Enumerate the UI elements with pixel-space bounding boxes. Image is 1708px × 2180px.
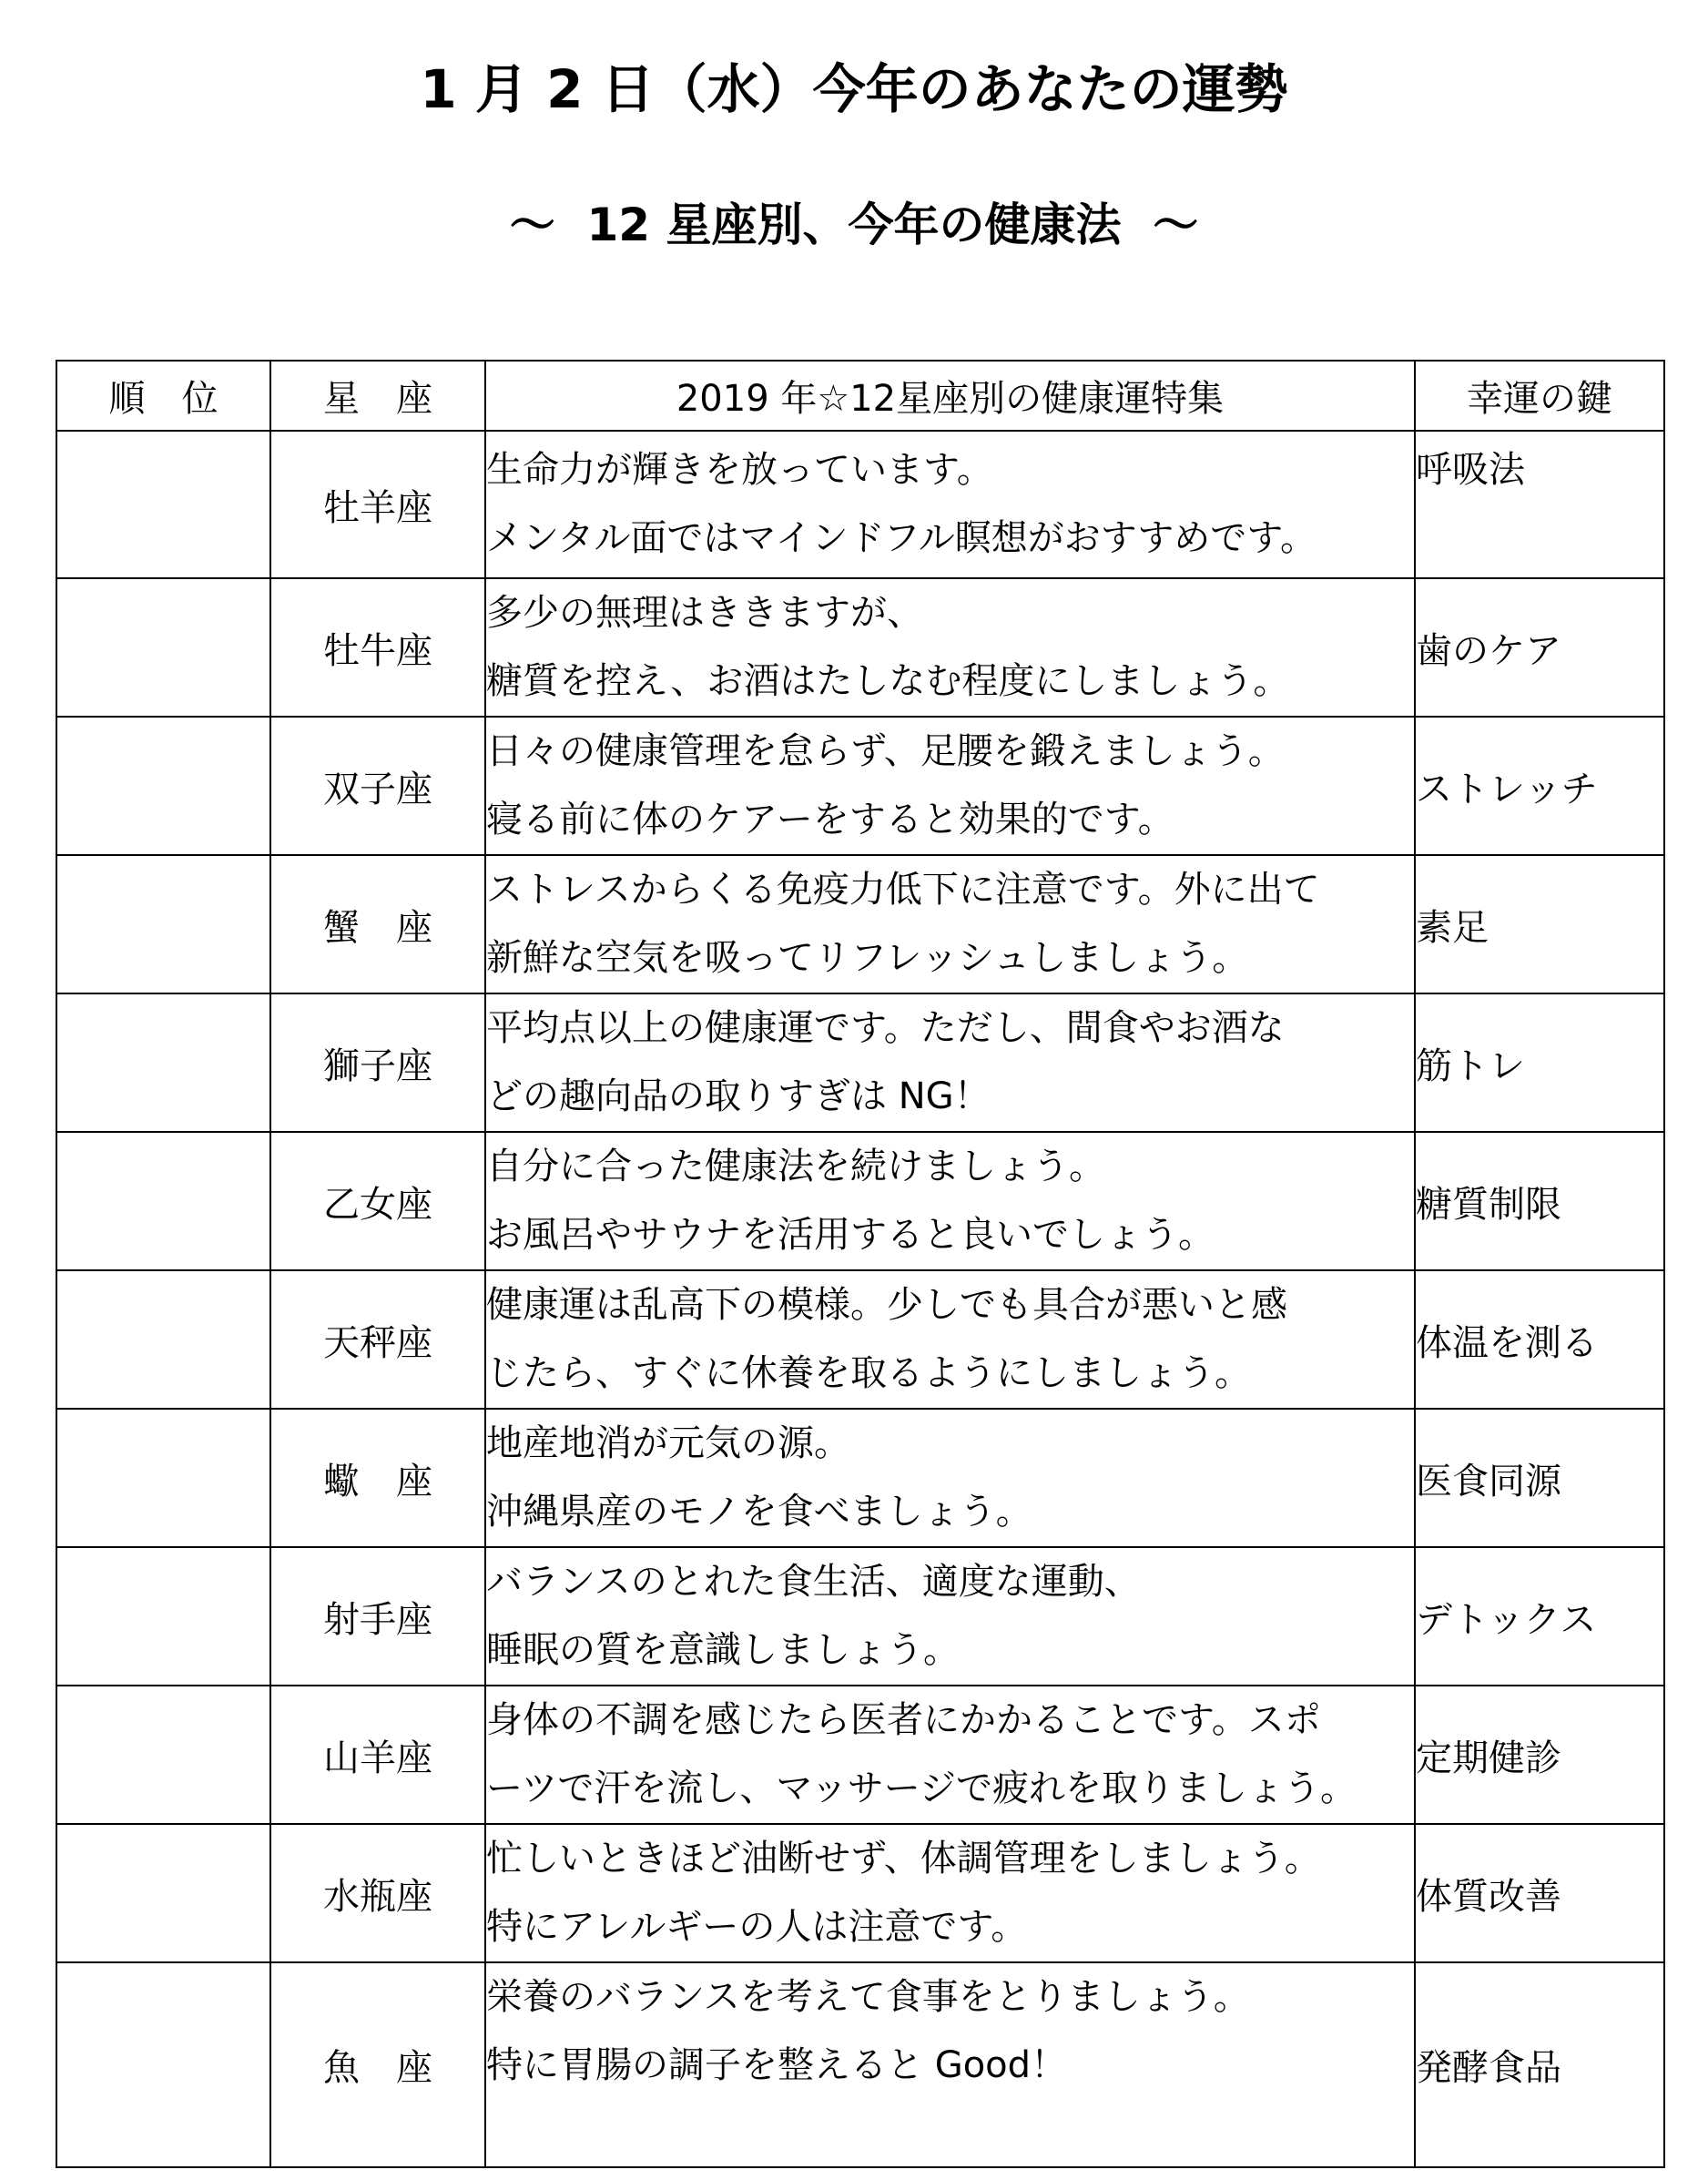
table-row [56, 1686, 1664, 1824]
advice-line: 自分に合った健康法を続けましょう。 [486, 1146, 1105, 1187]
table-row [56, 993, 1664, 1132]
advice-line: じたら、すぐに休養を取るようにしましょう。 [486, 1352, 1251, 1394]
rank-cell [56, 1270, 270, 1409]
advice-line: 生命力が輝きを放っています。 [486, 449, 993, 491]
advice-line: 特に胃腸の調子を整えると Good！ [486, 2044, 1068, 2086]
lucky-key-cell: デトックス [1415, 1547, 1664, 1686]
advice-line: どの趣向品の取りすぎは NG！ [486, 1075, 991, 1117]
zodiac-sign-cell: 射手座 [270, 1547, 485, 1686]
zodiac-sign-cell: 山羊座 [270, 1686, 485, 1824]
table-row [56, 1132, 1664, 1270]
table-row [56, 1270, 1664, 1409]
page-subtitle: ～ 12 星座別、今年の健康法 ～ [509, 199, 1199, 251]
table-header-row [56, 361, 1664, 431]
column-header-health-fortune: 2019 年☆12星座別の健康運特集 [485, 361, 1415, 431]
rank-cell [56, 1547, 270, 1686]
zodiac-sign-cell: 蟹 座 [270, 855, 485, 993]
health-advice-cell [485, 1270, 1415, 1409]
rank-cell [56, 855, 270, 993]
table-row [56, 431, 1664, 578]
health-advice-cell [485, 855, 1415, 993]
zodiac-sign-cell: 天秤座 [270, 1270, 485, 1409]
advice-line: メンタル面ではマインドフル瞑想がおすすめです。 [486, 517, 1317, 559]
rank-cell [56, 993, 270, 1132]
table-row [56, 1962, 1664, 2167]
advice-line: 地産地消が元気の源。 [486, 1422, 850, 1464]
lucky-key-cell: 歯のケア [1415, 578, 1664, 717]
lucky-key-cell: ストレッチ [1415, 717, 1664, 855]
health-advice-cell [485, 1132, 1415, 1270]
lucky-key-cell: 体温を測る [1415, 1270, 1664, 1409]
column-header-lucky-key: 幸運の鍵 [1415, 361, 1664, 431]
health-advice-cell [485, 1409, 1415, 1547]
advice-line: 特にアレルギーの人は注意です。 [486, 1906, 1028, 1948]
rank-cell [56, 717, 270, 855]
advice-line: 平均点以上の健康運です。ただし、間食やお酒な [486, 1007, 1285, 1049]
rank-cell [56, 1686, 270, 1824]
lucky-key-cell: 筋トレ [1415, 993, 1664, 1132]
page-title: 1 月 2 日（水）今年のあなたの運勢 [420, 58, 1288, 120]
lucky-key-cell: 医食同源 [1415, 1409, 1664, 1547]
table-row [56, 1547, 1664, 1686]
zodiac-sign-cell: 乙女座 [270, 1132, 485, 1270]
table-row [56, 717, 1664, 855]
advice-line: 身体の不調を感じたら医者にかかることです。スポ [486, 1699, 1321, 1741]
rank-cell [56, 1962, 270, 2167]
column-header-rank: 順 位 [56, 361, 270, 431]
zodiac-sign-cell: 牡牛座 [270, 578, 485, 717]
zodiac-sign-cell: 水瓶座 [270, 1824, 485, 1962]
lucky-key-cell: 素足 [1415, 855, 1664, 993]
table-row [56, 1824, 1664, 1962]
rank-cell [56, 1409, 270, 1547]
rank-cell [56, 431, 270, 578]
advice-line: 多少の無理はききますが、 [486, 592, 923, 634]
advice-line: ーツで汗を流し、マッサージで疲れを取りましょう。 [486, 1767, 1357, 1809]
table-row [56, 855, 1664, 993]
health-advice-cell [485, 717, 1415, 855]
lucky-key-cell: 発酵食品 [1415, 1962, 1664, 2167]
advice-line: ストレスからくる免疫力低下に注意です。外に出て [486, 869, 1320, 911]
advice-line: 忙しいときほど油断せず、体調管理をしましょう。 [486, 1838, 1321, 1879]
table-row [56, 578, 1664, 717]
zodiac-sign-cell: 魚 座 [270, 1962, 485, 2167]
advice-line: 健康運は乱高下の模様。少しでも具合が悪いと感 [486, 1284, 1287, 1326]
health-advice-cell [485, 1547, 1415, 1686]
advice-line: お風呂やサウナを活用すると良いでしょう。 [486, 1214, 1215, 1256]
health-advice-cell [485, 993, 1415, 1132]
health-advice-cell [485, 1824, 1415, 1962]
rank-cell [56, 1824, 270, 1962]
lucky-key-cell: 体質改善 [1415, 1824, 1664, 1962]
column-header-sign: 星 座 [270, 361, 485, 431]
lucky-key-cell: 呼吸法 [1415, 431, 1664, 578]
zodiac-sign-cell: 双子座 [270, 717, 485, 855]
zodiac-sign-cell: 蠍 座 [270, 1409, 485, 1547]
horoscope-table [56, 360, 1665, 2168]
health-advice-cell [485, 431, 1415, 578]
zodiac-sign-cell: 牡羊座 [270, 431, 485, 578]
advice-line: 睡眠の質を意識しましょう。 [486, 1629, 960, 1671]
advice-line: 寝る前に体のケアーをすると効果的です。 [486, 799, 1174, 840]
rank-cell [56, 578, 270, 717]
lucky-key-cell: 糖質制限 [1415, 1132, 1664, 1270]
advice-line: 日々の健康管理を怠らず、足腰を鍛えましょう。 [486, 730, 1285, 772]
table-row [56, 1409, 1664, 1547]
advice-line: 沖縄県産のモノを食べましょう。 [486, 1491, 1032, 1533]
advice-line: バランスのとれた食生活、適度な運動、 [486, 1561, 1141, 1603]
advice-line: 栄養のバランスを考えて食事をとりましょう。 [486, 1976, 1250, 2018]
health-advice-cell [485, 1686, 1415, 1824]
lucky-key-cell: 定期健診 [1415, 1686, 1664, 1824]
rank-cell [56, 1132, 270, 1270]
advice-line: 糖質を控え、お酒はたしなむ程度にしましょう。 [486, 660, 1290, 702]
advice-line: 新鮮な空気を吸ってリフレッシュしましょう。 [486, 937, 1249, 979]
health-advice-cell [485, 578, 1415, 717]
zodiac-sign-cell: 獅子座 [270, 993, 485, 1132]
health-advice-cell [485, 1962, 1415, 2167]
